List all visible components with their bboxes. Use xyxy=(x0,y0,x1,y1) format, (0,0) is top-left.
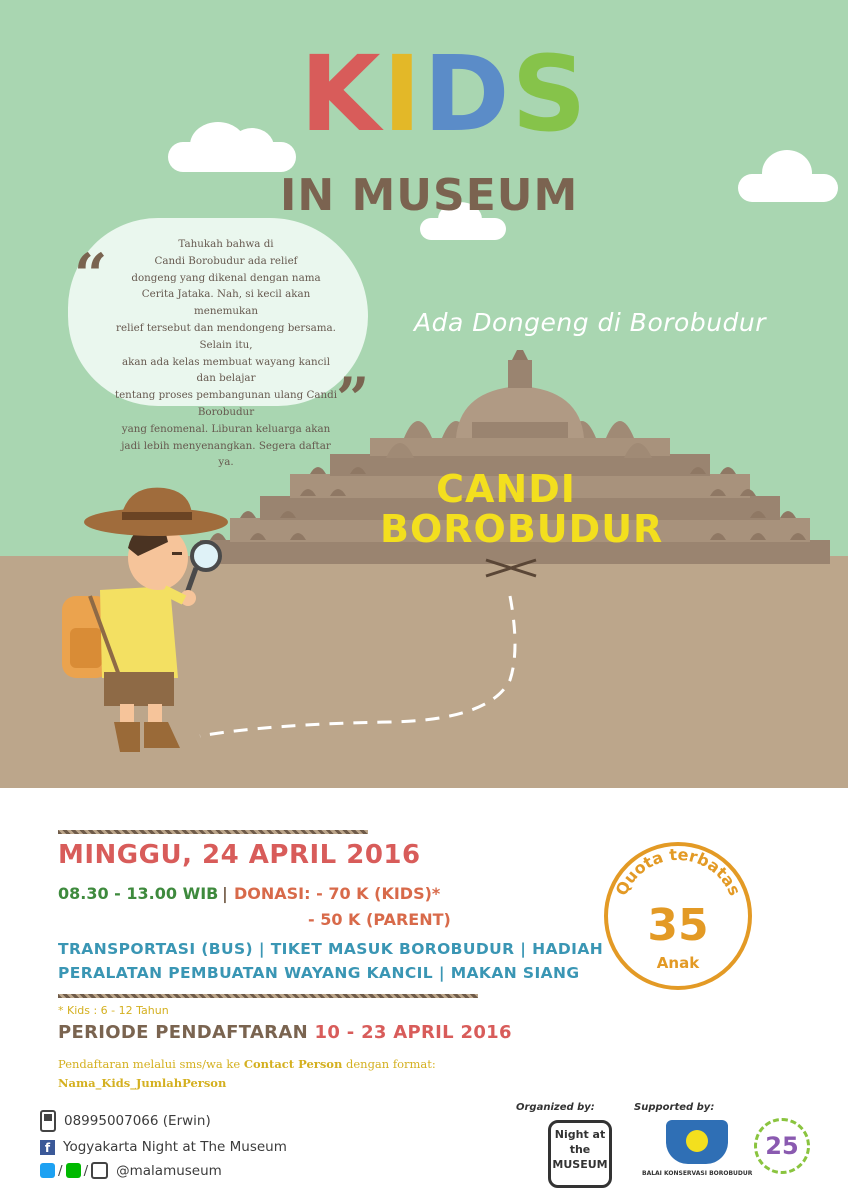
registration-period xyxy=(58,1022,512,1043)
quote-line: Cerita Jataka. Nah, si kecil akan menemukan xyxy=(141,288,311,318)
balai-konservasi-logo xyxy=(666,1120,728,1164)
temple-title-line1: CANDI xyxy=(436,467,576,511)
registration-format: Nama_Kids_JumlahPerson xyxy=(58,1076,227,1090)
temple-title xyxy=(380,467,664,551)
quota-number: 35 xyxy=(647,900,709,951)
periode-dates: 10 - 23 APRIL 2016 xyxy=(314,1022,512,1043)
quote-line: Candi Borobudur ada relief xyxy=(154,254,298,267)
contact-social: / / @malamuseum xyxy=(40,1162,222,1179)
quote-line: relief tersebut dan mendongeng bersama. Selain itu, xyxy=(116,321,336,351)
donasi-parent: - 50 K (PARENT) xyxy=(308,910,451,929)
contact-social-text: @malamuseum xyxy=(116,1162,222,1179)
quota-unit: Anak xyxy=(656,954,700,972)
facebook-icon: f xyxy=(40,1140,55,1155)
quote-line: dongeng yang dikenal dengan nama xyxy=(131,271,321,284)
organized-by-label: Organized by: xyxy=(516,1102,595,1113)
kids-title xyxy=(300,33,589,155)
open-quote-mark: “ xyxy=(74,241,108,309)
kids-letter-k: K xyxy=(300,33,383,155)
includes-line-1: TRANSPORTASI (BUS) | TIKET MASUK BOROBUDUR | HADIAH xyxy=(58,940,604,958)
donasi-line xyxy=(234,884,440,903)
quote-line: jadi lebih menyenangkan. Segera daftar ya. xyxy=(121,439,331,469)
line-icon xyxy=(66,1163,81,1178)
donasi-label: DONASI: xyxy=(234,884,311,903)
kids-letter-s: S xyxy=(511,33,589,155)
in-museum-title: IN MUSEUM xyxy=(280,170,579,221)
time-separator: | xyxy=(222,884,228,903)
night-logo-text: Night at the MUSEUM xyxy=(552,1128,608,1171)
supported-by-label: Supported by: xyxy=(634,1102,715,1113)
kids-letter-d: D xyxy=(423,33,512,155)
dashed-trail xyxy=(190,590,530,750)
anniversary-logo xyxy=(754,1118,810,1174)
twitter-icon xyxy=(40,1163,55,1178)
anniversary-number: 25 xyxy=(765,1132,799,1160)
divider-top xyxy=(58,830,368,834)
quota-badge xyxy=(598,836,758,996)
donasi-kids: - 70 K (KIDS)* xyxy=(316,884,441,903)
explorer-kid-illustration xyxy=(60,478,240,758)
contact-phone-text: 08995007066 (Erwin) xyxy=(64,1113,211,1129)
reg-prefix: Pendaftaran melalui sms/wa ke xyxy=(58,1057,241,1071)
phone-icon xyxy=(40,1110,56,1132)
includes-line-2: PERALATAN PEMBUATAN WAYANG KANCIL | MAKAN SIANG xyxy=(58,964,580,982)
reg-contact-person: Contact Person xyxy=(243,1057,343,1071)
balai-konservasi-text: BALAI KONSERVASI BOROBUDUR xyxy=(642,1170,753,1177)
event-date: MINGGU, 24 APRIL 2016 xyxy=(58,840,421,870)
quote-line: akan ada kelas membuat wayang kancil dan belajar xyxy=(121,355,331,385)
quote-line: yang fenomenal. Liburan keluarga akan xyxy=(121,422,331,435)
event-time: 08.30 - 13.00 WIB xyxy=(58,884,219,903)
registration-instructions xyxy=(58,1057,436,1071)
instagram-icon xyxy=(91,1162,108,1179)
contact-phone xyxy=(40,1110,211,1132)
contact-facebook xyxy=(40,1139,287,1155)
periode-label: PERIODE PENDAFTARAN xyxy=(58,1022,308,1043)
divider-bottom xyxy=(58,994,478,998)
reg-suffix: dengan format: xyxy=(346,1057,436,1071)
subtitle: Ada Dongeng di Borobudur xyxy=(414,308,767,337)
quota-top-text: Quota terbatas xyxy=(611,844,745,899)
close-quote-mark: ” xyxy=(336,365,370,433)
temple-title-line2: BOROBUDUR xyxy=(380,506,664,551)
kids-age-note: * Kids : 6 - 12 Tahun xyxy=(58,1004,169,1017)
contact-facebook-text: Yogyakarta Night at The Museum xyxy=(63,1139,287,1155)
kids-letter-i: I xyxy=(382,33,424,155)
quote-line: tentang proses pembangunan ulang Candi Borobudur xyxy=(114,389,338,418)
quote-line: Tahukah bahwa di xyxy=(178,238,274,250)
night-at-museum-logo xyxy=(548,1120,612,1188)
